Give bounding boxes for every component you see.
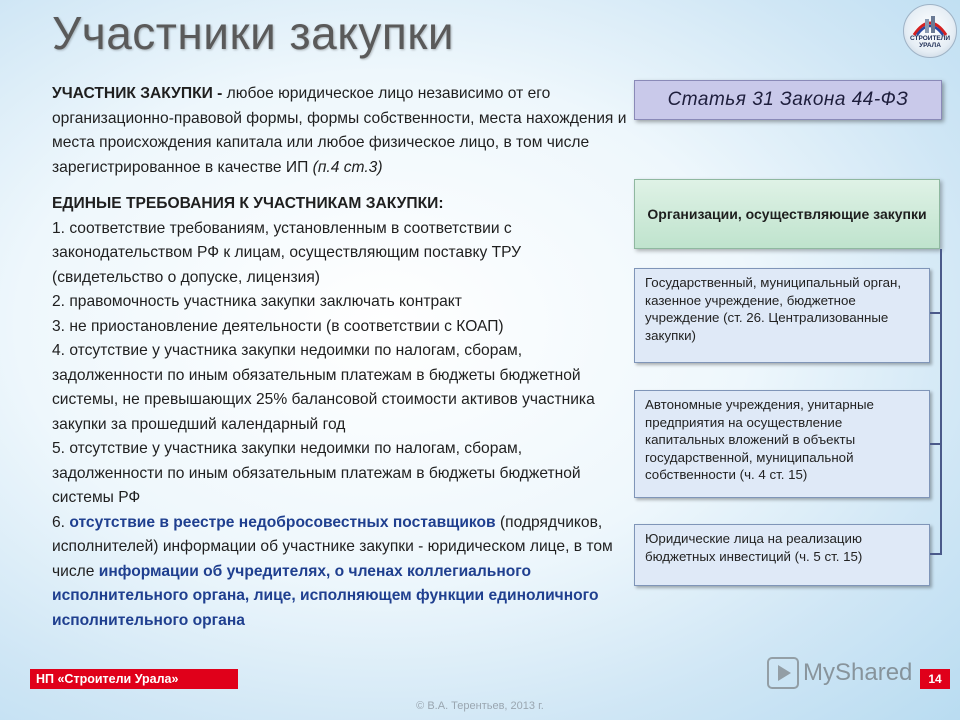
item6-text: (подрядчиков, исполнителей) информации об участнике закупки - юридическом лице, в том числе [52,513,613,580]
item6-bold-1: отсутствие в реестре недобросовестных поставщиков [69,513,496,531]
watermark [767,655,912,691]
requirement-item-6 [52,511,627,634]
definition-paragraph [52,82,627,180]
connector-1 [930,312,942,314]
item6-bold-2: информации об учредителях, о членах коллегиального исполнительного органа, лице, исполняющем функции единоличного исполнительного органа [52,562,599,629]
definition-ref: (п.4 ст.3) [312,158,383,176]
requirement-item-1: 1. соответствие требованиям, установленным в соответствии с законодательством РФ к лицам, осуществляющим поставку ТРУ (свидетельство о допуске, лицензия) [52,219,522,286]
main-text [52,82,627,633]
requirement-item-4: 4. отсутствие у участника закупки недоимки по налогам, сборам, задолженности по иным обязательным платежам в бюджеты бюджетной системы, не превышающих 25% балансовой стоимости активов участника закупки за прошедший календарный год [52,342,595,433]
connector-vertical [940,249,942,554]
org-box-1-text: Государственный, муниципальный орган, казенное учреждение, бюджетное учреждение (ст. 26. Централизованные закупки) [645,275,902,343]
page-number: 14 [920,669,950,689]
org-box-1 [634,268,930,363]
connector-2 [930,443,942,445]
item6-number: 6. [52,513,70,531]
watermark-play-icon [767,657,799,689]
connector-3 [930,553,942,555]
logo-line2: УРАЛА [919,42,941,49]
definition-term: УЧАСТНИК ЗАКУПКИ - [52,85,223,102]
org-box-2-text: Автономные учреждения, унитарные предприятия на осуществление капитальных вложений в объекты государственной, муниципальной собственности (ч. 4 ст. 15) [645,397,874,482]
footer-org: НП «Строители Урала» [30,669,238,689]
requirement-item-5: 5. отсутствие у участника закупки недоимки по налогам, сборам, задолженности по иным обязательным платежам в бюджеты бюджетной системы РФ [52,440,581,506]
org-header-box [634,179,940,249]
requirement-item-3: 3. не приостановление деятельности (в соответствии с КОАП) [52,317,504,335]
logo-line1: СТРОИТЕЛИ [909,35,951,42]
org-box-3-text: Юридические лица на реализацию бюджетных инвестиций (ч. 5 ст. 15) [645,531,863,564]
org-header-text: Организации, осуществляющие закупки [647,206,927,222]
requirement-item-2: 2. правомочность участника закупки заключать контракт [52,293,462,310]
org-box-2 [634,390,930,498]
copyright: © В.А. Терентьев, 2013 г. [416,700,544,712]
org-box-3 [634,524,930,586]
requirements-heading: ЕДИНЫЕ ТРЕБОВАНИЯ К УЧАСТНИКАМ ЗАКУПКИ: [52,195,444,212]
definition-text: любое юридическое лицо независимо от его организационно-правовой формы, формы собственности, места нахождения и места происхождения капитала или любое физическое лицо, в том числе зарегистрированное в качестве ИП [52,85,627,176]
page-title: Участники закупки [52,7,455,59]
law-reference-box: Статья 31 Закона 44-ФЗ [634,80,942,120]
watermark-text: MyShared [803,659,913,686]
logo [903,4,957,58]
logo-emblem-icon [904,5,956,57]
